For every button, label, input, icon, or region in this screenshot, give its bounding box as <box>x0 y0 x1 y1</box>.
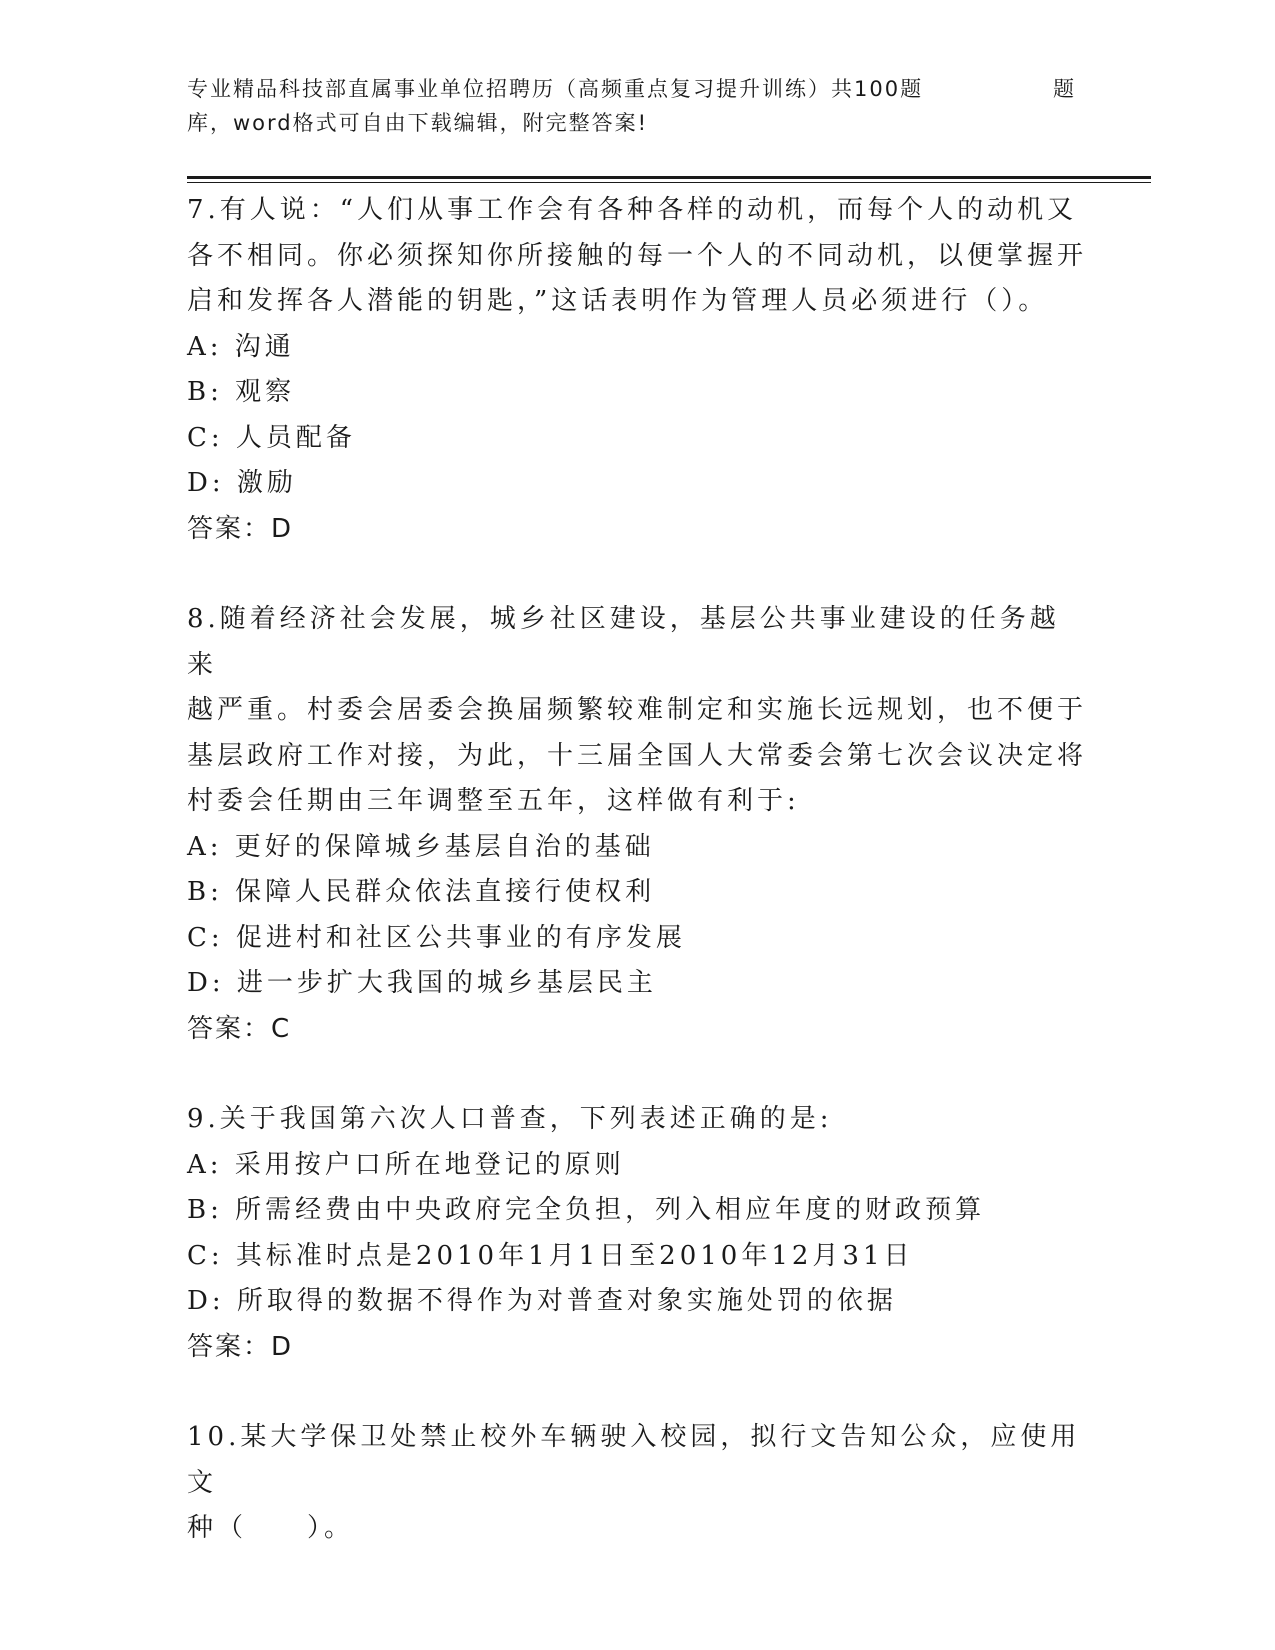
option-a: A: 采用按户口所在地登记的原则 <box>187 1149 625 1180</box>
question-stem-line: 基层政府工作对接，为此，十三届全国人大常委会第七次会议决定将 <box>187 740 1088 771</box>
question-spacer <box>187 1052 1087 1097</box>
option-d: D: 进一步扩大我国的城乡基层民主 <box>187 968 657 998</box>
answer-label: 答案：C <box>187 1013 292 1044</box>
option-a: A: 沟通 <box>187 331 295 362</box>
question-stem-line: 8.随着经济社会发展，城乡社区建设，基层公共事业建设的任务越来 <box>187 604 1060 680</box>
answer-label: 答案：D <box>187 1331 294 1362</box>
header-rule-thin <box>187 182 1151 183</box>
header-line-1 <box>187 72 1082 106</box>
option-c: C: 促进村和社区公共事业的有序发展 <box>187 922 686 953</box>
question-list <box>187 188 1087 1552</box>
option-b: B: 观察 <box>187 377 296 407</box>
option-c: C: 其标准时点是2010年1月1日至2010年12月31日 <box>187 1240 914 1271</box>
question-8 <box>187 597 1087 1052</box>
question-stem-line: 启和发挥各人潜能的钥匙，”这话表明作为管理人员必须进行（）。 <box>187 286 1049 316</box>
question-stem-line: 各不相同。你必须探知你所接触的每一个人的不同动机，以便掌握开 <box>187 240 1088 271</box>
header-rule-thick <box>187 176 1151 179</box>
header-line-2: 库，word格式可自由下载编辑，附完整答案! <box>187 111 649 135</box>
question-10 <box>187 1415 1087 1552</box>
question-spacer <box>187 1370 1087 1415</box>
header-title-tail: 题 <box>1053 77 1076 101</box>
question-stem-line: 10.某大学保卫处禁止校外车辆驶入校园，拟行文告知公众，应使用文 <box>187 1422 1081 1498</box>
document-header <box>187 72 1082 140</box>
question-spacer <box>187 552 1087 597</box>
question-stem-line: 9.关于我国第六次人口普查，下列表述正确的是: <box>187 1104 833 1134</box>
question-stem-line: 7.有人说：“人们从事工作会有各种各样的动机，而每个人的动机又 <box>187 195 1078 225</box>
header-title: 专业精品科技部直属事业单位招聘历（高频重点复习提升训练）共100题 <box>187 77 924 101</box>
option-d: D: 激励 <box>187 468 297 498</box>
question-stem-line: 种（ ）。 <box>187 1513 355 1543</box>
option-d: D: 所取得的数据不得作为对普查对象实施处罚的依据 <box>187 1286 897 1316</box>
option-b: B: 所需经费由中央政府完全负担，列入相应年度的财政预算 <box>187 1195 986 1225</box>
option-a: A: 更好的保障城乡基层自治的基础 <box>187 831 655 862</box>
question-stem-line: 越严重。村委会居委会换届频繁较难制定和实施长远规划，也不便于 <box>187 695 1088 725</box>
question-stem-line: 村委会任期由三年调整至五年，这样做有利于: <box>187 786 800 816</box>
option-c: C: 人员配备 <box>187 422 356 453</box>
answer-label: 答案：D <box>187 513 294 544</box>
question-7 <box>187 188 1087 552</box>
question-9 <box>187 1097 1087 1370</box>
option-b: B: 保障人民群众依法直接行使权利 <box>187 877 656 907</box>
